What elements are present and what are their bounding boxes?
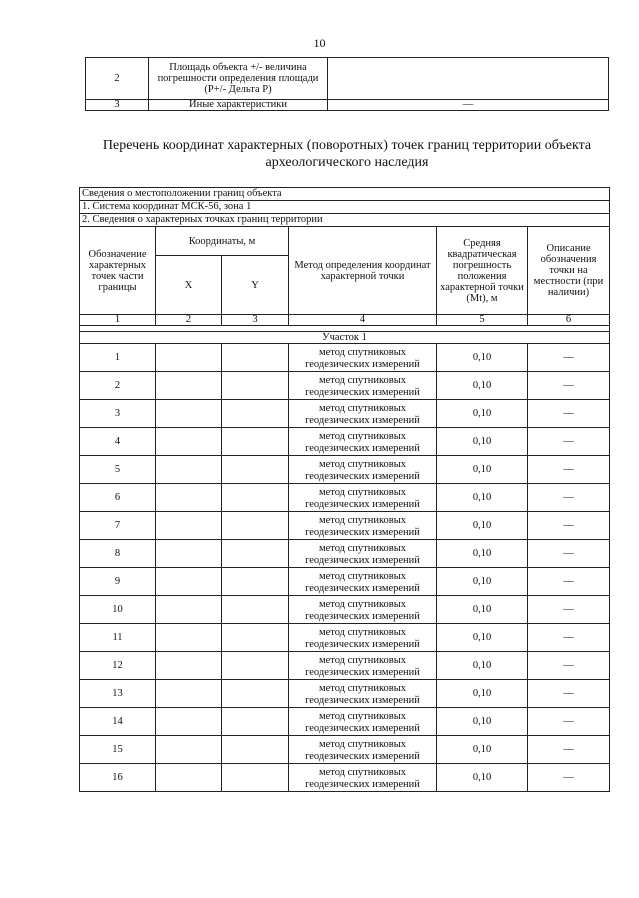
column-number: 5 bbox=[437, 315, 528, 326]
section-title: Перечень координат характерных (поворотных) точек границ территории объекта археологического наследия bbox=[102, 138, 592, 170]
point-description: — bbox=[528, 736, 610, 764]
column-numbers-row bbox=[80, 315, 610, 326]
x-coordinate bbox=[156, 624, 222, 652]
point-description: — bbox=[528, 624, 610, 652]
method: метод спутниковых геодезических измерений bbox=[289, 456, 437, 484]
point-number: 11 bbox=[80, 624, 156, 652]
column-number: 4 bbox=[289, 315, 437, 326]
y-coordinate bbox=[222, 764, 289, 792]
row-number: 2 bbox=[86, 58, 149, 100]
description-header: Описание обозначения точки на местности (при наличии) bbox=[528, 227, 610, 315]
point-number: 5 bbox=[80, 456, 156, 484]
point-description: — bbox=[528, 540, 610, 568]
y-coordinate bbox=[222, 428, 289, 456]
points-heading: 2. Сведения о характерных точках границ территории bbox=[80, 214, 610, 227]
area-label: Участок 1 bbox=[80, 332, 610, 344]
point-description: — bbox=[528, 764, 610, 792]
table-row bbox=[80, 596, 610, 624]
x-coordinate bbox=[156, 568, 222, 596]
coordinate-system: 1. Система координат МСК-56, зона 1 bbox=[80, 201, 610, 214]
x-coordinate bbox=[156, 372, 222, 400]
method-header: Метод определения координат характерной точки bbox=[289, 227, 437, 315]
method: метод спутниковых геодезических измерений bbox=[289, 512, 437, 540]
table-row bbox=[80, 512, 610, 540]
point-description: — bbox=[528, 512, 610, 540]
y-coordinate bbox=[222, 736, 289, 764]
mean-error: 0,10 bbox=[437, 428, 528, 456]
mean-error: 0,10 bbox=[437, 736, 528, 764]
mean-error: 0,10 bbox=[437, 456, 528, 484]
point-number: 14 bbox=[80, 708, 156, 736]
coordinates-header: Координаты, м bbox=[156, 227, 289, 256]
x-coordinate bbox=[156, 652, 222, 680]
y-coordinate bbox=[222, 568, 289, 596]
method: метод спутниковых геодезических измерений bbox=[289, 596, 437, 624]
y-coordinate bbox=[222, 540, 289, 568]
point-number: 13 bbox=[80, 680, 156, 708]
table-row bbox=[86, 100, 609, 111]
point-number: 16 bbox=[80, 764, 156, 792]
x-header: X bbox=[156, 256, 222, 315]
mean-error: 0,10 bbox=[437, 708, 528, 736]
mean-error: 0,10 bbox=[437, 568, 528, 596]
point-description: — bbox=[528, 456, 610, 484]
mean-error: 0,10 bbox=[437, 344, 528, 372]
point-number: 9 bbox=[80, 568, 156, 596]
table-row bbox=[80, 484, 610, 512]
table-row bbox=[80, 652, 610, 680]
method: метод спутниковых геодезических измерений bbox=[289, 372, 437, 400]
table-row bbox=[80, 708, 610, 736]
point-number: 3 bbox=[80, 400, 156, 428]
info-row bbox=[80, 214, 610, 227]
point-number: 15 bbox=[80, 736, 156, 764]
point-description: — bbox=[528, 652, 610, 680]
point-number: 6 bbox=[80, 484, 156, 512]
info-row bbox=[80, 201, 610, 214]
mean-error: 0,10 bbox=[437, 400, 528, 428]
point-description: — bbox=[528, 344, 610, 372]
y-coordinate bbox=[222, 372, 289, 400]
point-number: 2 bbox=[80, 372, 156, 400]
method: метод спутниковых геодезических измерений bbox=[289, 540, 437, 568]
coordinates-table bbox=[79, 187, 610, 792]
header-row bbox=[80, 227, 610, 256]
x-coordinate bbox=[156, 708, 222, 736]
mean-error: 0,10 bbox=[437, 512, 528, 540]
method: метод спутниковых геодезических измерений bbox=[289, 568, 437, 596]
point-number: 12 bbox=[80, 652, 156, 680]
y-coordinate bbox=[222, 596, 289, 624]
mean-error: 0,10 bbox=[437, 680, 528, 708]
x-coordinate bbox=[156, 400, 222, 428]
error-header: Средняя квадратическая погрешность положения характерной точки (Mt), м bbox=[437, 227, 528, 315]
table-row bbox=[80, 540, 610, 568]
y-coordinate bbox=[222, 484, 289, 512]
table-row bbox=[80, 624, 610, 652]
y-coordinate bbox=[222, 400, 289, 428]
characteristic-value: — bbox=[328, 100, 609, 111]
characteristic-label: Иные характеристики bbox=[149, 100, 328, 111]
x-coordinate bbox=[156, 484, 222, 512]
point-number: 10 bbox=[80, 596, 156, 624]
method: метод спутниковых геодезических измерений bbox=[289, 764, 437, 792]
x-coordinate bbox=[156, 344, 222, 372]
x-coordinate bbox=[156, 764, 222, 792]
method: метод спутниковых геодезических измерений bbox=[289, 344, 437, 372]
table-row bbox=[80, 456, 610, 484]
column-number: 3 bbox=[222, 315, 289, 326]
y-coordinate bbox=[222, 512, 289, 540]
info-row bbox=[80, 188, 610, 201]
table-row bbox=[80, 428, 610, 456]
point-description: — bbox=[528, 400, 610, 428]
point-description: — bbox=[528, 708, 610, 736]
row-number: 3 bbox=[86, 100, 149, 111]
point-number: 4 bbox=[80, 428, 156, 456]
characteristics-table bbox=[85, 57, 609, 111]
table-row bbox=[80, 400, 610, 428]
table-row bbox=[86, 58, 609, 100]
column-number: 6 bbox=[528, 315, 610, 326]
table-row bbox=[80, 736, 610, 764]
point-number: 7 bbox=[80, 512, 156, 540]
mean-error: 0,10 bbox=[437, 484, 528, 512]
method: метод спутниковых геодезических измерений bbox=[289, 736, 437, 764]
page-number: 10 bbox=[313, 36, 326, 50]
point-description: — bbox=[528, 484, 610, 512]
x-coordinate bbox=[156, 736, 222, 764]
mean-error: 0,10 bbox=[437, 652, 528, 680]
y-coordinate bbox=[222, 624, 289, 652]
mean-error: 0,10 bbox=[437, 624, 528, 652]
method: метод спутниковых геодезических измерений bbox=[289, 484, 437, 512]
table-row bbox=[80, 680, 610, 708]
column-number: 1 bbox=[80, 315, 156, 326]
method: метод спутниковых геодезических измерений bbox=[289, 708, 437, 736]
method: метод спутниковых геодезических измерений bbox=[289, 652, 437, 680]
x-coordinate bbox=[156, 512, 222, 540]
method: метод спутниковых геодезических измерений bbox=[289, 428, 437, 456]
x-coordinate bbox=[156, 456, 222, 484]
mean-error: 0,10 bbox=[437, 372, 528, 400]
point-description: — bbox=[528, 680, 610, 708]
point-rows bbox=[80, 344, 610, 792]
y-header: Y bbox=[222, 256, 289, 315]
table-row bbox=[80, 568, 610, 596]
point-description: — bbox=[528, 568, 610, 596]
x-coordinate bbox=[156, 540, 222, 568]
location-heading: Сведения о местоположении границ объекта bbox=[80, 188, 610, 201]
point-number: 1 bbox=[80, 344, 156, 372]
table-row bbox=[80, 344, 610, 372]
y-coordinate bbox=[222, 456, 289, 484]
y-coordinate bbox=[222, 680, 289, 708]
area-row bbox=[80, 332, 610, 344]
x-coordinate bbox=[156, 680, 222, 708]
y-coordinate bbox=[222, 344, 289, 372]
point-description: — bbox=[528, 428, 610, 456]
method: метод спутниковых геодезических измерений bbox=[289, 680, 437, 708]
characteristic-label: Площадь объекта +/- величина погрешности определения площади (Р+/- Дельта Р) bbox=[149, 58, 328, 100]
method: метод спутниковых геодезических измерений bbox=[289, 624, 437, 652]
point-description: — bbox=[528, 596, 610, 624]
table-row bbox=[80, 372, 610, 400]
method: метод спутниковых геодезических измерений bbox=[289, 400, 437, 428]
characteristic-value bbox=[328, 58, 609, 100]
y-coordinate bbox=[222, 708, 289, 736]
point-number: 8 bbox=[80, 540, 156, 568]
mean-error: 0,10 bbox=[437, 596, 528, 624]
table-row bbox=[80, 764, 610, 792]
y-coordinate bbox=[222, 652, 289, 680]
point-description: — bbox=[528, 372, 610, 400]
x-coordinate bbox=[156, 596, 222, 624]
designation-header: Обозначение характерных точек части границы bbox=[80, 227, 156, 315]
column-number: 2 bbox=[156, 315, 222, 326]
x-coordinate bbox=[156, 428, 222, 456]
mean-error: 0,10 bbox=[437, 540, 528, 568]
mean-error: 0,10 bbox=[437, 764, 528, 792]
